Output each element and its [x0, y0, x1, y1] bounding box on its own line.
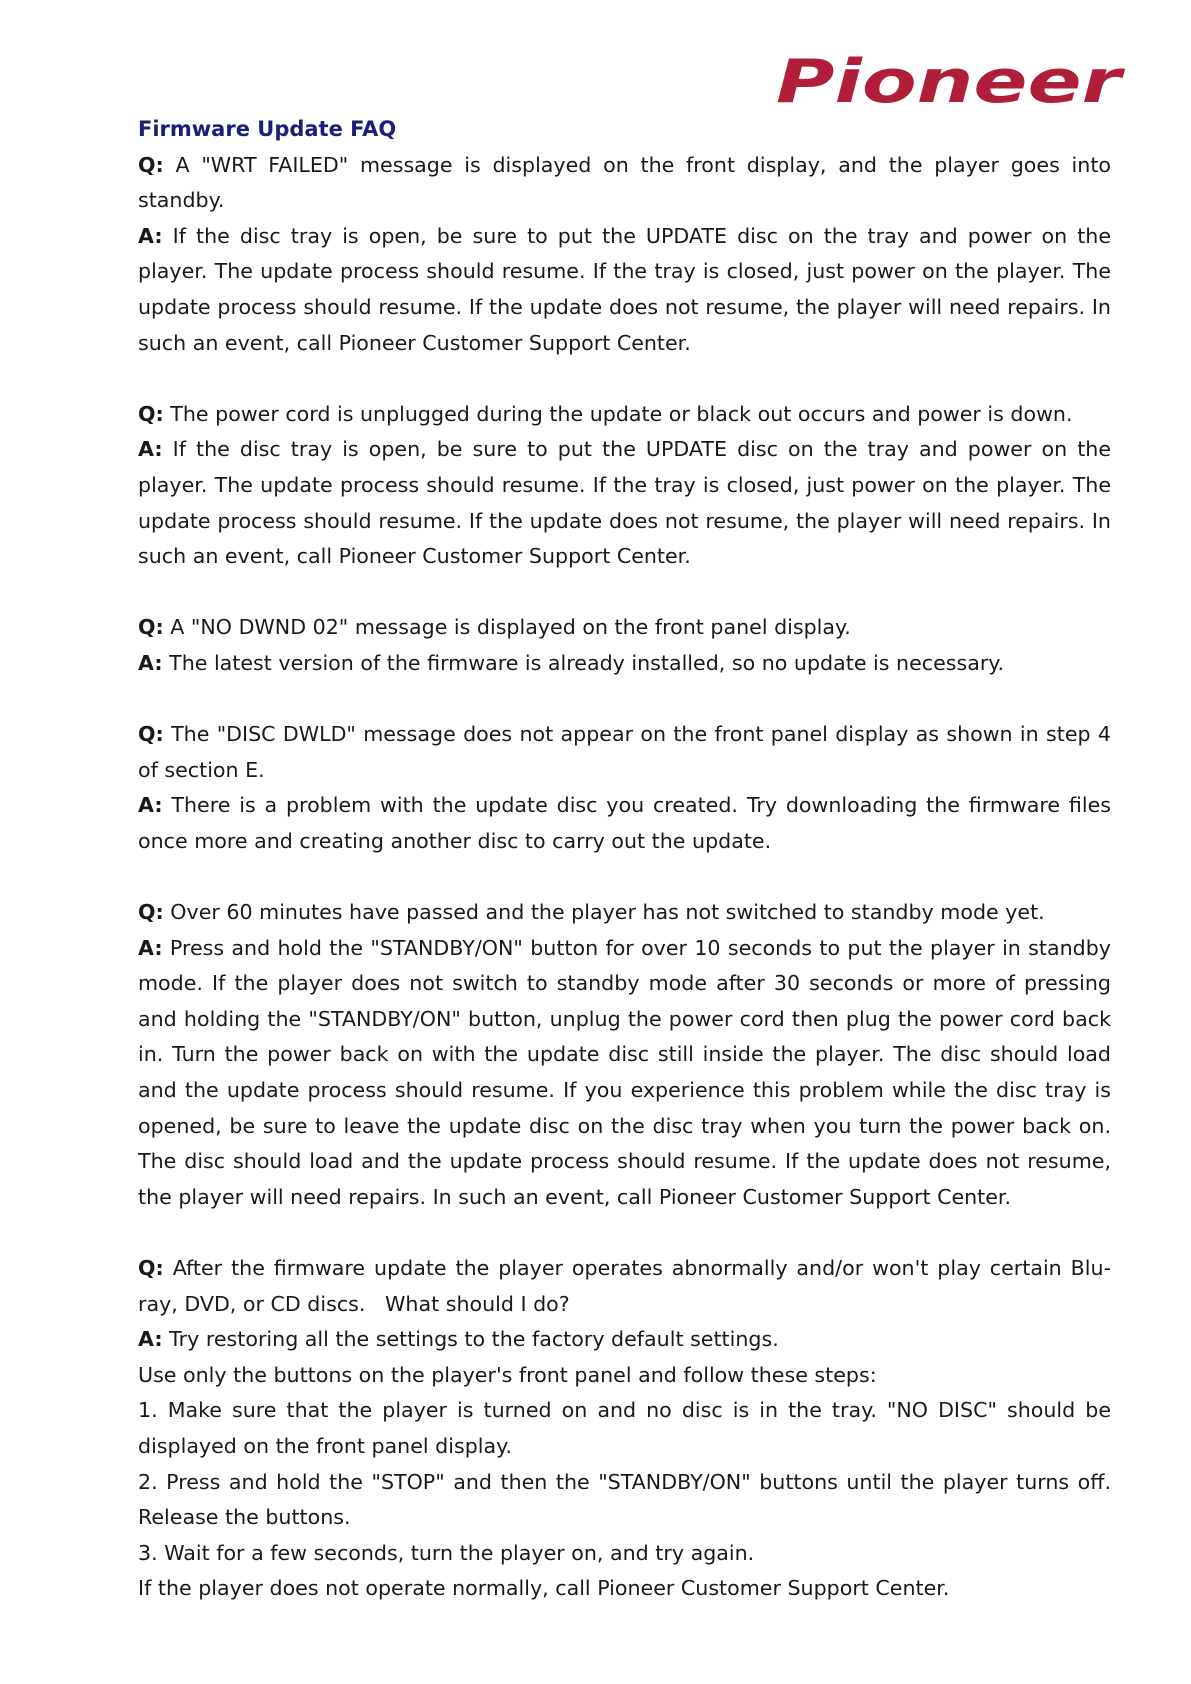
- answer-text: If the disc tray is open, be sure to put the UPDATE disc on the tray and power on the player. The update process should resume. If the tray is closed, just power on the player. The update process should resume. If the update does not resume, the player will need repairs. In such an event, call Pioneer Customer Support Center.: [138, 437, 1112, 569]
- faq-item-4: [138, 717, 1111, 859]
- answer-text: Try restoring all the settings to the factory default settings.: [169, 1327, 779, 1352]
- answer: [138, 432, 1111, 574]
- answer-text: If the disc tray is open, be sure to put the UPDATE disc on the tray and power on the player. The update process should resume. If the tray is closed, just power on the player. The update process should resume. If the update does not resume, the player will need repairs. In such an event, call Pioneer Customer Support Center.: [138, 223, 1112, 355]
- question-text: A "WRT FAILED" message is displayed on the front display, and the player goes into standby.: [138, 152, 1111, 213]
- q-label: Q:: [138, 900, 164, 925]
- q-label: Q:: [138, 401, 164, 426]
- answer-text: There is a problem with the update disc you created. Try downloading the firmware files once more and creating another disc to carry out the update.: [138, 793, 1111, 853]
- answer: [138, 931, 1111, 1216]
- q-label: Q:: [138, 152, 164, 177]
- step-2: 2. Press and hold the "STOP" and then the "STANDBY/ON" buttons until the player turns off. Release the buttons.: [138, 1469, 1111, 1530]
- a-label: A:: [138, 793, 163, 818]
- q-label: Q:: [138, 722, 164, 747]
- a-label: A:: [138, 650, 163, 675]
- closing-line: If the player does not operate normally, call Pioneer Customer Support Center.: [138, 1576, 950, 1601]
- answer: [138, 1322, 1111, 1358]
- q-label: Q:: [138, 615, 164, 640]
- a-label: A:: [138, 935, 163, 960]
- a-label: A:: [138, 1327, 163, 1352]
- question: [138, 610, 1111, 646]
- faq-document: [138, 112, 1111, 1643]
- question-text: Over 60 minutes have passed and the player has not switched to standby mode yet.: [170, 900, 1045, 925]
- page-title: Firmware Update FAQ: [138, 117, 397, 141]
- question: [138, 1251, 1111, 1322]
- question-text: After the firmware update the player operates abnormally and/or won't play certain Blu-ray, DVD, or CD discs. What should I do?: [138, 1256, 1112, 1316]
- faq-item-5: [138, 895, 1111, 1215]
- faq-item-3: [138, 610, 1111, 681]
- a-label: A:: [138, 223, 163, 248]
- faq-item-1: [138, 148, 1111, 362]
- instruction-line: Use only the buttons on the player's front panel and follow these steps:: [138, 1362, 877, 1387]
- a-label: A:: [138, 437, 163, 462]
- pioneer-logo: [776, 50, 1126, 112]
- question: [138, 717, 1111, 788]
- question: [138, 148, 1111, 219]
- answer: [138, 646, 1111, 682]
- question: [138, 895, 1111, 931]
- question-text: The "DISC DWLD" message does not appear on the front panel display as shown in step 4 of section E.: [138, 722, 1111, 782]
- step-3: 3. Wait for a few seconds, turn the player on, and try again.: [138, 1540, 755, 1565]
- answer: [138, 219, 1111, 361]
- faq-item-2: [138, 397, 1111, 575]
- faq-item-6: [138, 1251, 1111, 1607]
- question: [138, 397, 1111, 433]
- answer-text: The latest version of the firmware is already installed, so no update is necessary.: [169, 650, 1005, 675]
- q-label: Q:: [138, 1256, 164, 1280]
- pioneer-logo-text: Pioneer: [776, 50, 1126, 112]
- question-text: A "NO DWND 02" message is displayed on the front panel display.: [170, 615, 851, 640]
- step-1: 1. Make sure that the player is turned on and no disc is in the tray. "NO DISC" should be displayed on the front panel display.: [138, 1398, 1111, 1458]
- answer: [138, 788, 1111, 859]
- answer-text: Press and hold the "STANDBY/ON" button for over 10 seconds to put the player in standby mode. If the player does not switch to standby mode after 30 seconds or more of pressing and holding the "STANDBY/ON" button, unplug the power cord then plug the power cord back in. Turn the power back on with the update disc still inside the player. The disc should load and the update process should resume. If you experience this problem while the disc tray is opened, be sure to leave the update disc on the disc tray when you turn the power back on. The disc should load and the update process should resume. If the update does not resume, the player will need repairs. In such an event, call Pioneer Customer Support Center.: [138, 935, 1111, 1209]
- question-text: The power cord is unplugged during the update or black out occurs and power is down.: [170, 401, 1073, 426]
